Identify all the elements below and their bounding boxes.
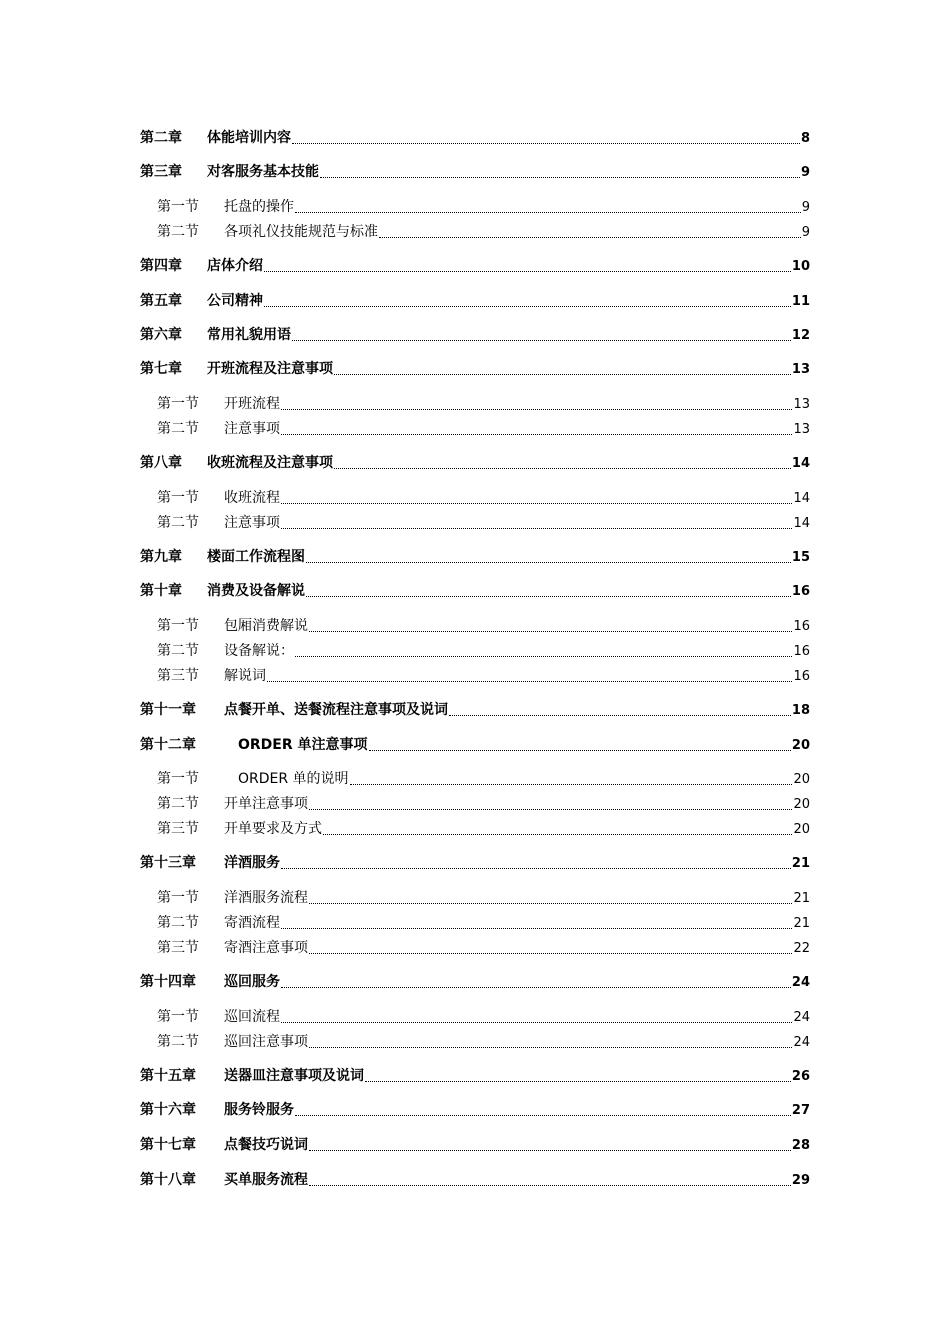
- toc-chapter-row[interactable]: [140, 359, 810, 379]
- toc-dot-leader: [309, 1047, 792, 1048]
- toc-entry-title: 解说词: [224, 668, 266, 684]
- toc-entry-number: 第八章: [140, 455, 182, 471]
- toc-entry-number: 第三节: [157, 821, 199, 837]
- toc-entry-number: 第一节: [157, 396, 199, 412]
- toc-entry-title: 对客服务基本技能: [207, 164, 319, 180]
- toc-dot-leader: [281, 434, 792, 435]
- toc-dot-leader: [309, 953, 792, 954]
- toc-entry-title: ORDER 单注意事项: [224, 737, 368, 753]
- toc-page-number: 8: [800, 131, 810, 146]
- toc-page-number: 24: [793, 1035, 810, 1050]
- toc-section-row[interactable]: [140, 488, 810, 508]
- toc-chapter-row[interactable]: [140, 1066, 810, 1086]
- toc-page-number: 21: [791, 856, 810, 871]
- toc-section-row[interactable]: [140, 513, 810, 533]
- toc-entry-title: 寄酒流程: [224, 915, 280, 931]
- toc-entry-number: 第七章: [140, 361, 182, 377]
- toc-chapter-row[interactable]: [140, 1170, 810, 1190]
- toc-section-row[interactable]: [140, 794, 810, 814]
- toc-dot-leader: [334, 468, 791, 469]
- toc-page-number: 20: [791, 738, 810, 753]
- toc-entry-number: 第五章: [140, 293, 182, 309]
- toc-page-number: 16: [793, 644, 810, 659]
- toc-entry-title: 店体介绍: [207, 258, 263, 274]
- toc-chapter-row[interactable]: [140, 1135, 810, 1155]
- toc-page-number: 16: [793, 669, 810, 684]
- toc-dot-leader: [334, 374, 791, 375]
- toc-entry-title: 开班流程: [224, 396, 280, 412]
- toc-page-number: 12: [791, 328, 810, 343]
- toc-entry-title: 设备解说：: [224, 643, 294, 659]
- toc-dot-leader: [267, 681, 792, 682]
- toc-entry-title: 开单注意事项: [224, 796, 308, 812]
- toc-page-number: 20: [793, 772, 810, 787]
- toc-section-row[interactable]: [140, 197, 810, 217]
- toc-section-row[interactable]: [140, 666, 810, 686]
- toc-entry-number: 第三节: [157, 940, 199, 956]
- toc-dot-leader: [295, 1115, 791, 1116]
- toc-entry-number: 第一节: [157, 618, 199, 634]
- toc-entry-title: 各项礼仪技能规范与标准: [224, 224, 378, 240]
- toc-chapter-row[interactable]: [140, 256, 810, 276]
- toc-dot-leader: [320, 177, 800, 178]
- toc-dot-leader: [295, 212, 801, 213]
- toc-entry-title: 巡回服务: [224, 974, 280, 990]
- toc-dot-leader: [369, 750, 791, 751]
- toc-chapter-row[interactable]: [140, 972, 810, 992]
- toc-entry-number: 第十二章: [140, 737, 196, 753]
- toc-page-number: 28: [791, 1138, 810, 1153]
- toc-entry-title: 开班流程及注意事项: [207, 361, 333, 377]
- toc-dot-leader: [281, 987, 791, 988]
- toc-page-number: 10: [791, 259, 810, 274]
- toc-chapter-row[interactable]: [140, 700, 810, 720]
- toc-page-number: 20: [793, 797, 810, 812]
- toc-entry-title: ORDER 单的说明: [224, 771, 349, 787]
- toc-entry-number: 第二节: [157, 796, 199, 812]
- toc-chapter-row[interactable]: [140, 162, 810, 182]
- toc-section-row[interactable]: [140, 769, 810, 789]
- toc-dot-leader: [292, 340, 791, 341]
- toc-entry-number: 第二节: [157, 915, 199, 931]
- toc-entry-title: 服务铃服务: [224, 1102, 294, 1118]
- toc-dot-leader: [281, 528, 792, 529]
- toc-entry-number: 第十一章: [140, 702, 196, 718]
- toc-dot-leader: [309, 809, 792, 810]
- toc-chapter-row[interactable]: [140, 581, 810, 601]
- toc-entry-number: 第六章: [140, 327, 182, 343]
- toc-dot-leader: [292, 143, 800, 144]
- toc-dot-leader: [365, 1081, 791, 1082]
- toc-entry-title: 消费及设备解说: [207, 583, 305, 599]
- toc-dot-leader: [309, 903, 792, 904]
- toc-entry-number: 第十四章: [140, 974, 196, 990]
- toc-section-row[interactable]: [140, 819, 810, 839]
- toc-dot-leader: [281, 503, 792, 504]
- toc-section-row[interactable]: [140, 938, 810, 958]
- toc-page-number: 9: [801, 200, 810, 215]
- toc-chapter-row[interactable]: [140, 325, 810, 345]
- toc-section-row[interactable]: [140, 888, 810, 908]
- toc-entry-number: 第十八章: [140, 1172, 196, 1188]
- toc-page-number: 11: [791, 294, 810, 309]
- toc-dot-leader: [281, 1022, 792, 1023]
- toc-page-number: 29: [791, 1173, 810, 1188]
- toc-section-row[interactable]: [140, 419, 810, 439]
- toc-page-number: 9: [801, 225, 810, 240]
- toc-entry-number: 第三节: [157, 668, 199, 684]
- toc-entry-title: 注意事项: [224, 515, 280, 531]
- toc-entry-number: 第一节: [157, 199, 199, 215]
- toc-entry-title: 体能培训内容: [207, 130, 291, 146]
- toc-dot-leader: [449, 715, 791, 716]
- toc-dot-leader: [306, 596, 791, 597]
- toc-section-row[interactable]: [140, 641, 810, 661]
- toc-dot-leader: [323, 834, 792, 835]
- toc-entry-number: 第一节: [157, 490, 199, 506]
- toc-page-number: 13: [791, 362, 810, 377]
- toc-chapter-row[interactable]: [140, 1100, 810, 1120]
- toc-page-number: 18: [791, 703, 810, 718]
- toc-entry-number: 第四章: [140, 258, 182, 274]
- toc-dot-leader: [281, 928, 792, 929]
- toc-entry-title: 巡回流程: [224, 1009, 280, 1025]
- toc-page-number: 21: [793, 916, 810, 931]
- toc-page-number: 14: [793, 491, 810, 506]
- toc-section-row[interactable]: [140, 616, 810, 636]
- toc-entry-number: 第十三章: [140, 855, 196, 871]
- toc-dot-leader: [264, 271, 791, 272]
- toc-dot-leader: [264, 306, 791, 307]
- toc-page-number: 24: [793, 1010, 810, 1025]
- toc-entry-number: 第一节: [157, 771, 199, 787]
- toc-page-number: 13: [793, 397, 810, 412]
- toc-entry-title: 注意事项: [224, 421, 280, 437]
- toc-entry-title: 收班流程及注意事项: [207, 455, 333, 471]
- toc-entry-number: 第十七章: [140, 1137, 196, 1153]
- toc-entry-title: 洋酒服务: [224, 855, 280, 871]
- toc-section-row[interactable]: [140, 1032, 810, 1052]
- toc-entry-number: 第二节: [157, 515, 199, 531]
- toc-dot-leader: [295, 656, 792, 657]
- toc-page-number: 20: [793, 822, 810, 837]
- toc-page-number: 14: [791, 456, 810, 471]
- toc-dot-leader: [306, 562, 791, 563]
- toc-dot-leader: [281, 868, 791, 869]
- toc-section-row[interactable]: [140, 913, 810, 933]
- toc-entry-title: 包厢消费解说: [224, 618, 308, 634]
- toc-page-number: 24: [791, 975, 810, 990]
- toc-entry-title: 寄酒注意事项: [224, 940, 308, 956]
- toc-chapter-row[interactable]: [140, 547, 810, 567]
- toc-entry-title: 开单要求及方式: [224, 821, 322, 837]
- toc-page-number: 27: [791, 1103, 810, 1118]
- toc-page-number: 16: [793, 619, 810, 634]
- toc-page-number: 15: [791, 550, 810, 565]
- toc-entry-number: 第二节: [157, 1034, 199, 1050]
- toc-page-number: 21: [793, 891, 810, 906]
- toc-entry-title: 点餐开单、送餐流程注意事项及说词: [224, 702, 448, 718]
- toc-entry-title: 收班流程: [224, 490, 280, 506]
- toc-entry-number: 第一节: [157, 890, 199, 906]
- toc-chapter-row[interactable]: [140, 128, 810, 148]
- toc-entry-title: 托盘的操作: [224, 199, 294, 215]
- toc-entry-number: 第一节: [157, 1009, 199, 1025]
- toc-entry-title: 公司精神: [207, 293, 263, 309]
- toc-dot-leader: [281, 409, 792, 410]
- toc-entry-title: 常用礼貌用语: [207, 327, 291, 343]
- toc-entry-title: 巡回注意事项: [224, 1034, 308, 1050]
- toc-entry-number: 第二节: [157, 643, 199, 659]
- toc-page-number: 22: [793, 941, 810, 956]
- toc-entry-title: 楼面工作流程图: [207, 549, 305, 565]
- toc-entry-title: 点餐技巧说词: [224, 1137, 308, 1153]
- toc-page-number: 16: [791, 584, 810, 599]
- toc-entry-number: 第十六章: [140, 1102, 196, 1118]
- toc-chapter-row[interactable]: [140, 453, 810, 473]
- toc-chapter-row[interactable]: [140, 735, 810, 755]
- toc-chapter-row[interactable]: [140, 291, 810, 311]
- toc-entry-number: 第十五章: [140, 1068, 196, 1084]
- toc-dot-leader: [309, 1150, 791, 1151]
- toc-entry-title: 送器皿注意事项及说词: [224, 1068, 364, 1084]
- toc-page-number: 9: [800, 165, 810, 180]
- toc-section-row[interactable]: [140, 1007, 810, 1027]
- toc-page-number: 26: [791, 1069, 810, 1084]
- toc-entry-number: 第三章: [140, 164, 182, 180]
- toc-page-number: 13: [793, 422, 810, 437]
- toc-dot-leader: [309, 631, 792, 632]
- toc-entry-number: 第二章: [140, 130, 182, 146]
- toc-dot-leader: [379, 237, 801, 238]
- toc-entry-number: 第九章: [140, 549, 182, 565]
- toc-dot-leader: [350, 784, 793, 785]
- toc-section-row[interactable]: [140, 394, 810, 414]
- toc-entry-number: 第二节: [157, 421, 199, 437]
- toc-page-number: 14: [793, 516, 810, 531]
- toc-section-row[interactable]: [140, 222, 810, 242]
- toc-entry-title: 洋酒服务流程: [224, 890, 308, 906]
- toc-dot-leader: [309, 1185, 791, 1186]
- toc-entry-number: 第十章: [140, 583, 182, 599]
- toc-entry-number: 第二节: [157, 224, 199, 240]
- toc-chapter-row[interactable]: [140, 853, 810, 873]
- toc-entry-title: 买单服务流程: [224, 1172, 308, 1188]
